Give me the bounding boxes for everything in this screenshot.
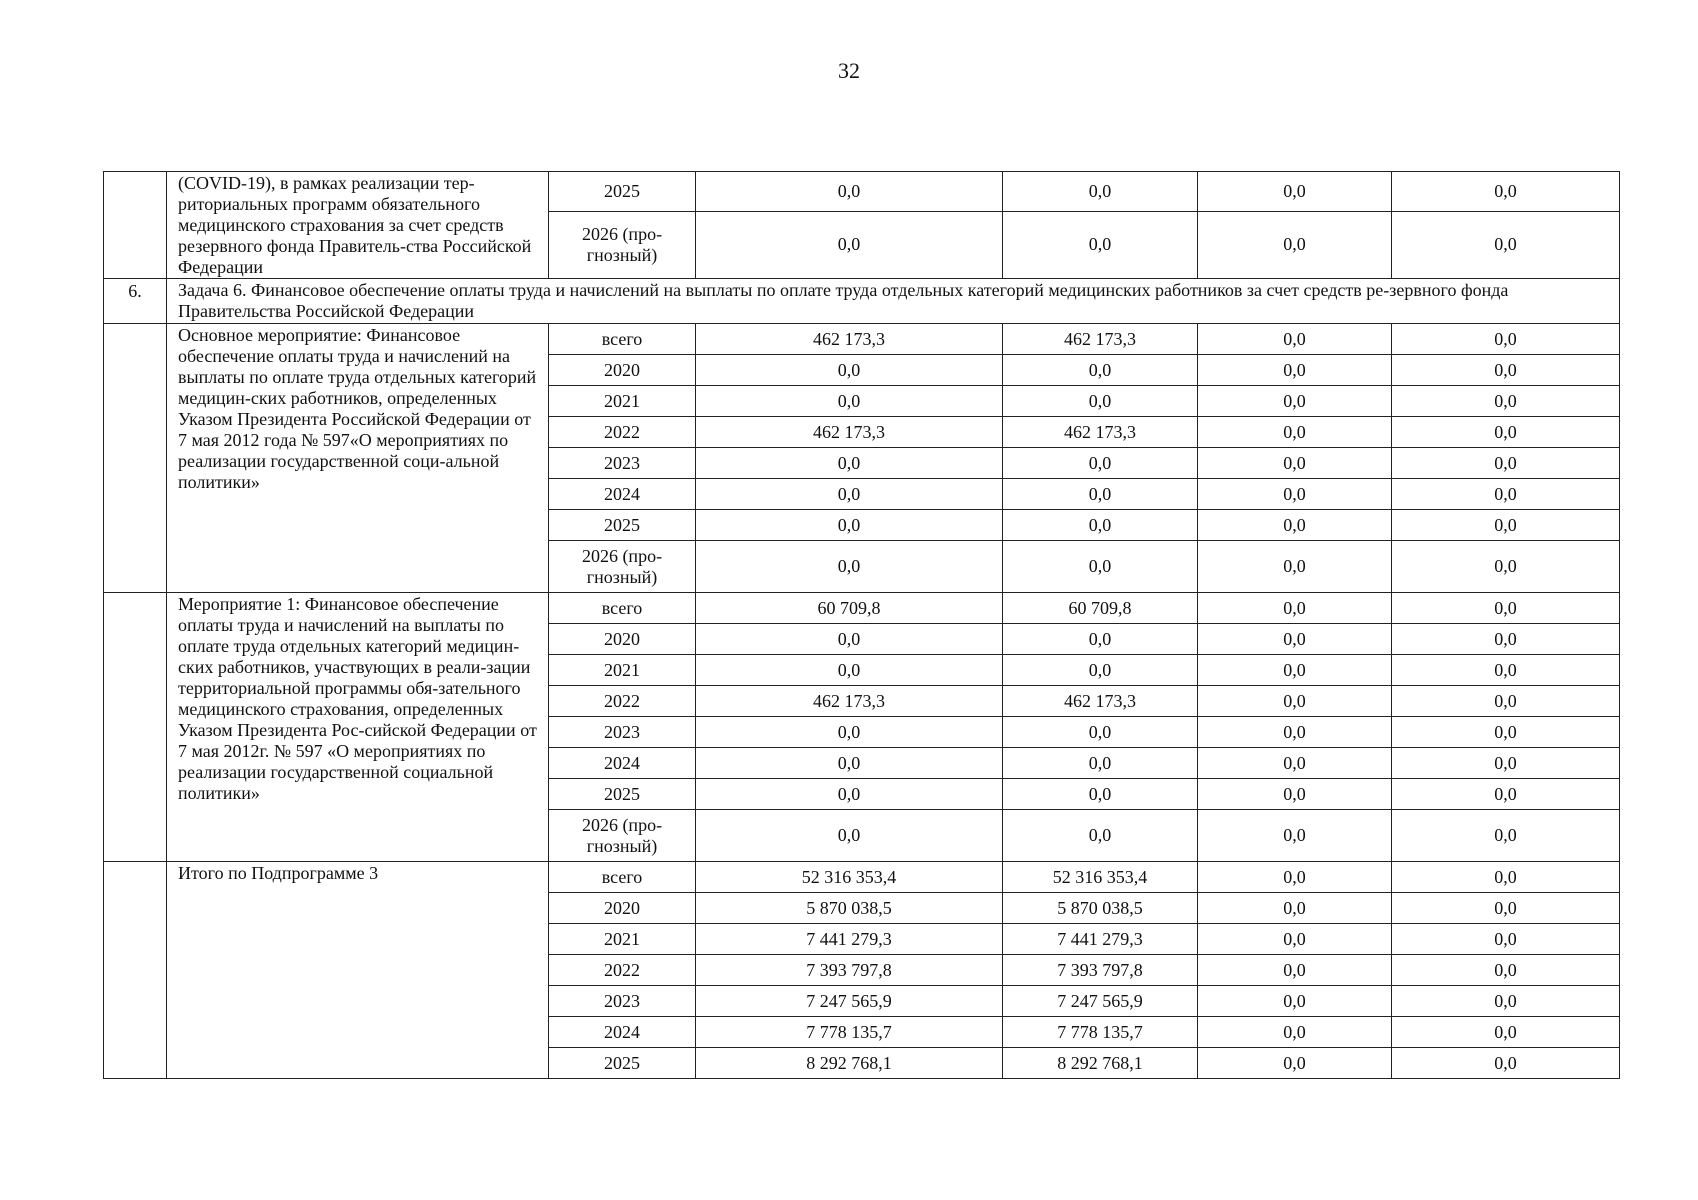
value-cell-other: 0,0: [1392, 893, 1620, 924]
value-cell-federal: 7 441 279,3: [1003, 924, 1198, 955]
page-number: 32: [838, 58, 860, 83]
task-number: 6.: [104, 279, 167, 324]
value-cell-total: 462 173,3: [696, 417, 1003, 448]
year-cell: 2023: [549, 448, 696, 479]
value-cell-federal: 0,0: [1003, 211, 1198, 278]
value-cell-federal: 7 247 565,9: [1003, 986, 1198, 1017]
value-cell-other: 0,0: [1392, 172, 1620, 212]
table-row: [104, 593, 1620, 624]
year-cell: 2022: [549, 417, 696, 448]
year-cell: 2025: [549, 779, 696, 810]
value-cell-other: 0,0: [1392, 1048, 1620, 1079]
value-cell-federal: 60 709,8: [1003, 593, 1198, 624]
year-cell: 2025: [549, 172, 696, 212]
table-body: [104, 172, 1620, 1079]
value-cell-other: 0,0: [1392, 355, 1620, 386]
value-cell-federal: 52 316 353,4: [1003, 862, 1198, 893]
value-cell-total: 0,0: [696, 355, 1003, 386]
year-cell: всего: [549, 593, 696, 624]
value-cell-total: 462 173,3: [696, 686, 1003, 717]
value-cell-regional: 0,0: [1198, 541, 1392, 593]
year-cell: 2023: [549, 717, 696, 748]
value-cell-total: 0,0: [696, 211, 1003, 278]
value-cell-federal: 0,0: [1003, 748, 1198, 779]
value-cell-total: 0,0: [696, 748, 1003, 779]
value-cell-regional: 0,0: [1198, 624, 1392, 655]
financing-table: [103, 171, 1620, 1079]
value-cell-other: 0,0: [1392, 717, 1620, 748]
value-cell-regional: 0,0: [1198, 779, 1392, 810]
value-cell-federal: 0,0: [1003, 624, 1198, 655]
year-cell: всего: [549, 324, 696, 355]
value-cell-other: 0,0: [1392, 211, 1620, 278]
value-cell-regional: 0,0: [1198, 748, 1392, 779]
year-cell: 2026 (про-гнозный): [549, 541, 696, 593]
value-cell-other: 0,0: [1392, 324, 1620, 355]
value-cell-federal: 0,0: [1003, 172, 1198, 212]
value-cell-total: 7 393 797,8: [696, 955, 1003, 986]
value-cell-other: 0,0: [1392, 686, 1620, 717]
table-row: [104, 862, 1620, 893]
value-cell-total: 7 778 135,7: [696, 1017, 1003, 1048]
value-cell-federal: 0,0: [1003, 355, 1198, 386]
value-cell-other: 0,0: [1392, 593, 1620, 624]
value-cell-other: 0,0: [1392, 624, 1620, 655]
value-cell-other: 0,0: [1392, 924, 1620, 955]
subprogram-total-description: Итого по Подпрограмме 3: [167, 862, 549, 1079]
value-cell-federal: 0,0: [1003, 717, 1198, 748]
value-cell-regional: 0,0: [1198, 386, 1392, 417]
value-cell-other: 0,0: [1392, 955, 1620, 986]
value-cell-total: 0,0: [696, 624, 1003, 655]
year-cell: 2025: [549, 1048, 696, 1079]
value-cell-federal: 462 173,3: [1003, 686, 1198, 717]
value-cell-regional: 0,0: [1198, 355, 1392, 386]
value-cell-federal: 462 173,3: [1003, 417, 1198, 448]
value-cell-other: 0,0: [1392, 779, 1620, 810]
value-cell-regional: 0,0: [1198, 686, 1392, 717]
value-cell-regional: 0,0: [1198, 479, 1392, 510]
year-cell: всего: [549, 862, 696, 893]
value-cell-total: 0,0: [696, 779, 1003, 810]
year-cell: 2024: [549, 748, 696, 779]
value-cell-regional: 0,0: [1198, 655, 1392, 686]
year-cell: 2024: [549, 1017, 696, 1048]
value-cell-regional: 0,0: [1198, 417, 1392, 448]
year-cell: 2025: [549, 510, 696, 541]
value-cell-other: 0,0: [1392, 448, 1620, 479]
value-cell-total: 0,0: [696, 717, 1003, 748]
value-cell-federal: 462 173,3: [1003, 324, 1198, 355]
value-cell-other: 0,0: [1392, 655, 1620, 686]
value-cell-federal: 0,0: [1003, 448, 1198, 479]
row-number-cell: [104, 593, 167, 862]
value-cell-federal: 0,0: [1003, 541, 1198, 593]
value-cell-regional: 0,0: [1198, 324, 1392, 355]
value-cell-regional: 0,0: [1198, 986, 1392, 1017]
year-cell: 2026 (про-гнозный): [549, 211, 696, 278]
year-cell: 2026 (про-гнозный): [549, 810, 696, 862]
value-cell-other: 0,0: [1392, 1017, 1620, 1048]
value-cell-federal: 7 778 135,7: [1003, 1017, 1198, 1048]
year-cell: 2020: [549, 624, 696, 655]
value-cell-regional: 0,0: [1198, 448, 1392, 479]
value-cell-regional: 0,0: [1198, 810, 1392, 862]
value-cell-regional: 0,0: [1198, 211, 1392, 278]
value-cell-regional: 0,0: [1198, 1048, 1392, 1079]
year-cell: 2024: [549, 479, 696, 510]
value-cell-regional: 0,0: [1198, 893, 1392, 924]
value-cell-regional: 0,0: [1198, 510, 1392, 541]
activity-1-description: Мероприятие 1: Финансовое обеспечение оплаты труда и начислений на выплаты по оплате труда отдельных категорий медицин-ских работников, участвующих в реали-зации территориальной программы обя-зательного медицинского страхования, определенных Указом Президента Рос-сийской Федерации от 7 мая 2012г. № 597 «О мероприятиях по реализации государственной социальной политики»: [167, 593, 549, 862]
value-cell-other: 0,0: [1392, 541, 1620, 593]
value-cell-regional: 0,0: [1198, 717, 1392, 748]
value-cell-regional: 0,0: [1198, 593, 1392, 624]
value-cell-other: 0,0: [1392, 748, 1620, 779]
value-cell-total: 60 709,8: [696, 593, 1003, 624]
value-cell-regional: 0,0: [1198, 862, 1392, 893]
year-cell: 2022: [549, 686, 696, 717]
year-cell: 2021: [549, 655, 696, 686]
value-cell-federal: 0,0: [1003, 510, 1198, 541]
task-title: Задача 6. Финансовое обеспечение оплаты труда и начислений на выплаты по оплате труда отдельных категорий медицинских работников за счет средств ре-зервного фонда Правительства Российской Федерации: [167, 279, 1620, 324]
value-cell-regional: 0,0: [1198, 924, 1392, 955]
value-cell-total: 0,0: [696, 172, 1003, 212]
value-cell-total: 0,0: [696, 655, 1003, 686]
value-cell-other: 0,0: [1392, 479, 1620, 510]
value-cell-total: 0,0: [696, 479, 1003, 510]
value-cell-federal: 5 870 038,5: [1003, 893, 1198, 924]
value-cell-total: 0,0: [696, 386, 1003, 417]
value-cell-total: 0,0: [696, 510, 1003, 541]
value-cell-federal: 0,0: [1003, 386, 1198, 417]
continuation-description: (COVID-19), в рамках реализации тер-риториальных программ обязательного медицинского страхования за счет средств резервного фонда Правитель-ства Российской Федерации: [167, 172, 549, 279]
value-cell-other: 0,0: [1392, 810, 1620, 862]
main-activity-description: Основное мероприятие: Финансовое обеспечение оплаты труда и начислений на выплаты по оплате труда отдельных категорий медицин-ских работников, определенных Указом Президента Российской Федерации от 7 мая 2012 года № 597«О мероприятиях по реализации государственной соци-альной политики»: [167, 324, 549, 593]
year-cell: 2023: [549, 986, 696, 1017]
value-cell-other: 0,0: [1392, 510, 1620, 541]
value-cell-total: 0,0: [696, 541, 1003, 593]
value-cell-federal: 8 292 768,1: [1003, 1048, 1198, 1079]
value-cell-total: 5 870 038,5: [696, 893, 1003, 924]
value-cell-regional: 0,0: [1198, 955, 1392, 986]
year-cell: 2021: [549, 386, 696, 417]
value-cell-federal: 0,0: [1003, 479, 1198, 510]
value-cell-federal: 0,0: [1003, 810, 1198, 862]
value-cell-federal: 7 393 797,8: [1003, 955, 1198, 986]
year-cell: 2022: [549, 955, 696, 986]
value-cell-total: 462 173,3: [696, 324, 1003, 355]
value-cell-other: 0,0: [1392, 986, 1620, 1017]
table-row: [104, 172, 1620, 212]
value-cell-total: 0,0: [696, 448, 1003, 479]
year-cell: 2020: [549, 893, 696, 924]
row-number-cell: [104, 324, 167, 593]
task-row: [104, 279, 1620, 324]
value-cell-regional: 0,0: [1198, 172, 1392, 212]
value-cell-total: 8 292 768,1: [696, 1048, 1003, 1079]
value-cell-other: 0,0: [1392, 862, 1620, 893]
value-cell-federal: 0,0: [1003, 779, 1198, 810]
year-cell: 2021: [549, 924, 696, 955]
value-cell-other: 0,0: [1392, 417, 1620, 448]
value-cell-total: 0,0: [696, 810, 1003, 862]
value-cell-regional: 0,0: [1198, 1017, 1392, 1048]
row-number-cell: [104, 862, 167, 1079]
value-cell-total: 7 247 565,9: [696, 986, 1003, 1017]
value-cell-total: 52 316 353,4: [696, 862, 1003, 893]
value-cell-federal: 0,0: [1003, 655, 1198, 686]
year-cell: 2020: [549, 355, 696, 386]
table-row: [104, 324, 1620, 355]
value-cell-total: 7 441 279,3: [696, 924, 1003, 955]
row-number-cell: [104, 172, 167, 279]
value-cell-other: 0,0: [1392, 386, 1620, 417]
